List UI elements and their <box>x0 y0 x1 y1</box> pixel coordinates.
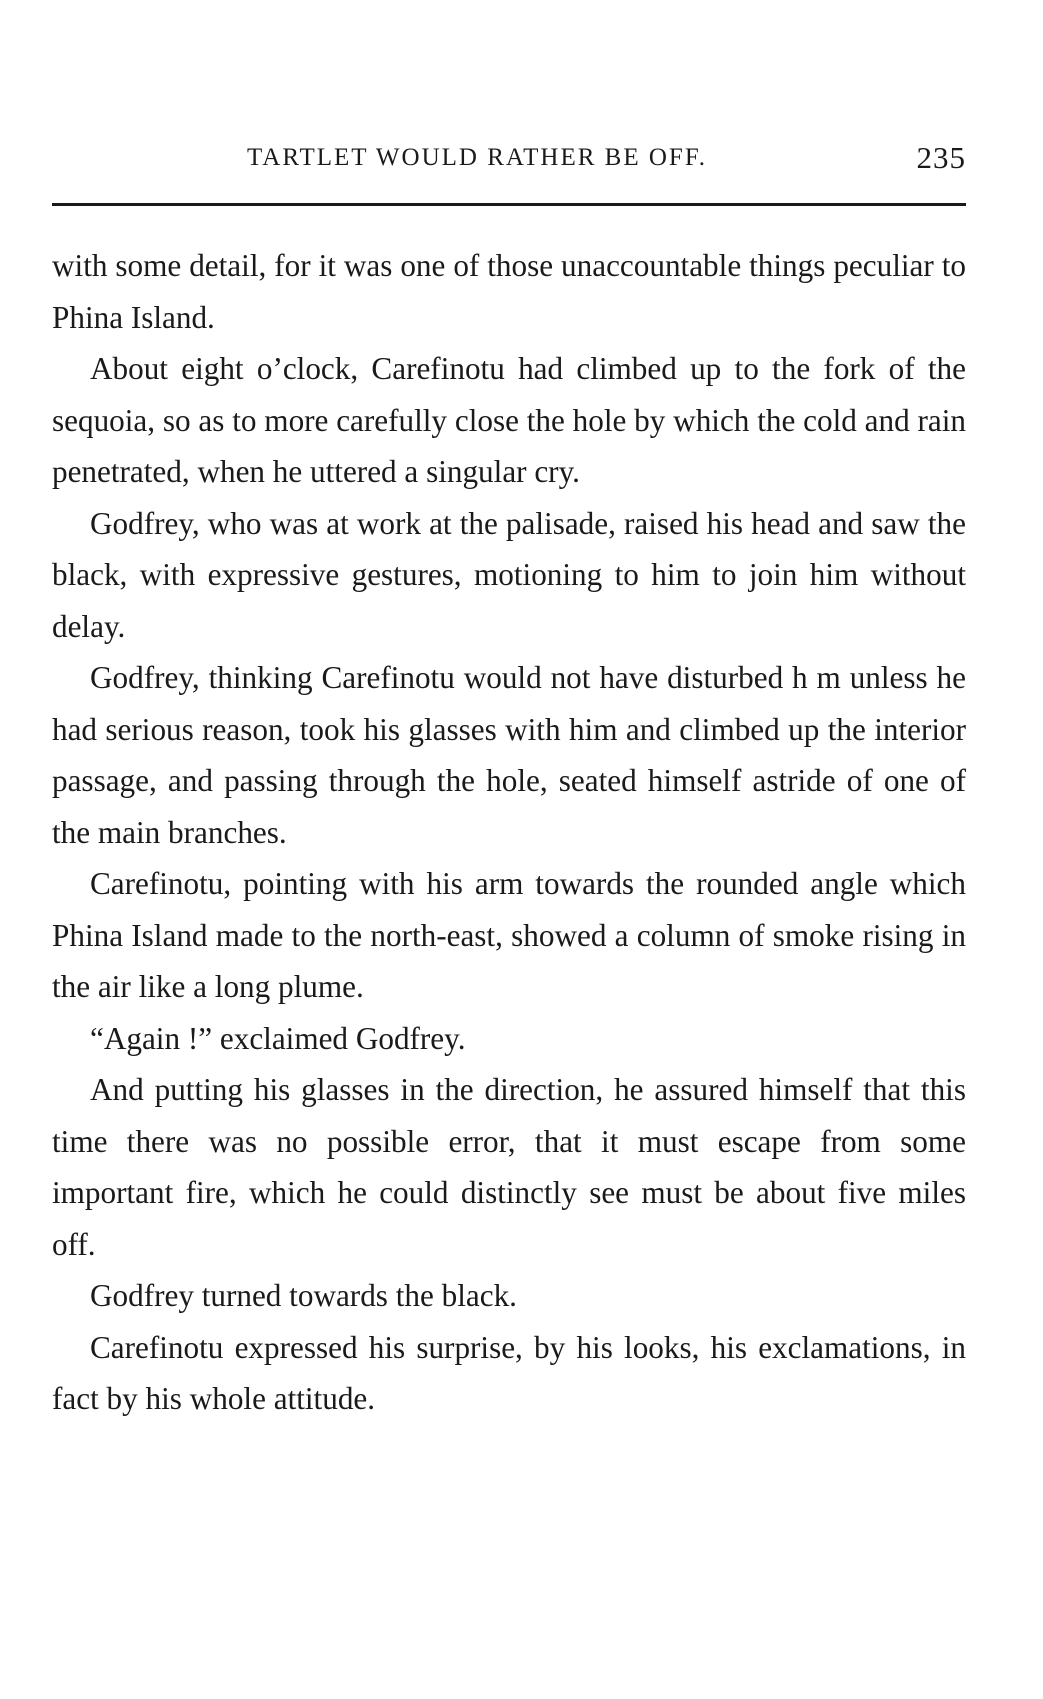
body-text <box>52 240 966 1425</box>
paragraph-1: with some detail, for it was one of those unaccountable things peculiar to Phina Island. <box>52 248 966 335</box>
paragraph-7: And putting his glasses in the direction, he assured himself that this time there was no possible error, that it must escape from some important fire, which he could distinctly see must be about five miles off. <box>52 1072 966 1262</box>
running-head <box>52 140 966 180</box>
paragraph-5: Carefinotu, pointing with his arm towards the rounded angle which Phina Island made to the north-east, showed a column of smoke rising in the air like a long plume. <box>52 866 966 1004</box>
paragraph-9: Carefinotu expressed his surprise, by his looks, his exclamations, in fact by his whole attitude. <box>52 1329 966 1416</box>
paragraph-3: Godfrey, who was at work at the palisade, raised his head and saw the black, with expressive gestures, motioning to him to join him without delay. <box>52 505 966 644</box>
header-rule <box>52 203 966 206</box>
paragraph-2: About eight o’clock, Carefinotu had climbed up to the fork of the sequoia, so as to more carefully close the hole by which the cold and rain penetrated, when he uttered a singular cry. <box>52 351 966 489</box>
page-number: 235 <box>916 140 966 175</box>
paragraph-8: Godfrey turned towards the black. <box>90 1278 517 1313</box>
running-title: TARTLET WOULD RATHER BE OFF. <box>247 144 707 171</box>
paragraph-4: Godfrey, thinking Carefinotu would not have disturbed h m unless he had serious reason, took his glasses with him and climbed up the interior passage, and passing through the hole, seated himself astride of one of the main branches. <box>52 660 966 850</box>
paragraph-6: “Again !” exclaimed Godfrey. <box>90 1020 466 1056</box>
